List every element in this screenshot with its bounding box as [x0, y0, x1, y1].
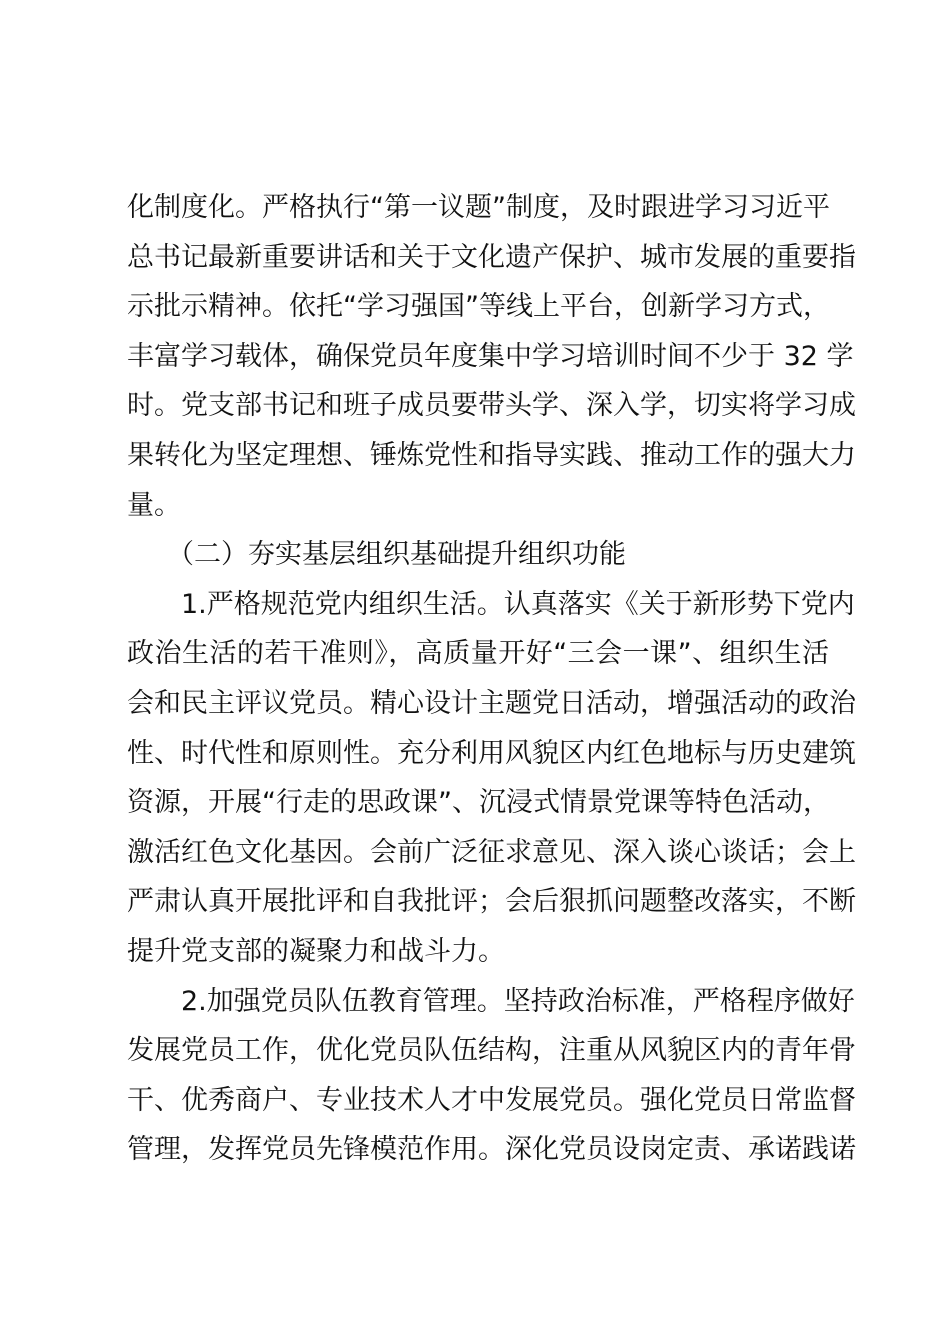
text-line: 果转化为坚定理想、锤炼党性和指导实践、推动工作的强大力: [127, 439, 856, 471]
text-line: 管理，发挥党员先锋模范作用。深化党员设岗定责、承诺践诺: [127, 1134, 856, 1166]
text-line: 示批示精神。依托“学习强国”等线上平台，创新学习方式，: [127, 291, 830, 323]
text-line: 激活红色文化基因。会前广泛征求意见、深入谈心谈话；会上: [127, 836, 856, 868]
paragraph-member-management: [127, 977, 856, 1175]
document-body: [127, 183, 856, 1175]
text-line: 2.加强党员队伍教育管理。坚持政治标准，严格程序做好: [181, 985, 855, 1017]
text-line: 时。党支部书记和班子成员要带头学、深入学，切实将学习成: [127, 390, 856, 422]
text-line: 量。: [127, 489, 181, 521]
heading-text: （二）夯实基层组织基础提升组织功能: [167, 539, 626, 571]
text-line: 化制度化。严格执行“第一议题”制度，及时跟进学习习近平: [127, 192, 830, 223]
section-heading: [127, 530, 829, 580]
text-line: 提升党支部的凝聚力和战斗力。: [127, 935, 505, 967]
text-line: 资源，开展“行走的思政课”、沉浸式情景党课等特色活动，: [127, 787, 830, 819]
text-line: 发展党员工作，优化党员队伍结构，注重从风貌区内的青年骨: [127, 1035, 856, 1067]
text-line: 政治生活的若干准则》，高质量开好“三会一课”、组织生活: [127, 638, 829, 670]
text-line: 严肃认真开展批评和自我批评；会后狠抓问题整改落实，不断: [127, 886, 856, 918]
text-line: 性、时代性和原则性。充分利用风貌区内红色地标与历史建筑: [127, 737, 856, 769]
text-line: 会和民主评议党员。精心设计主题党日活动，增强活动的政治: [127, 687, 856, 719]
paragraph-study-continuation: [127, 183, 856, 530]
paragraph-organizational-life: [127, 580, 856, 977]
text-line: 1.严格规范党内组织生活。认真落实《关于新形势下党内: [181, 588, 855, 620]
text-line: 丰富学习载体，确保党员年度集中学习培训时间不少于 32 学: [127, 340, 854, 372]
text-line: 总书记最新重要讲话和关于文化遗产保护、城市发展的重要指: [127, 241, 856, 273]
text-line: 干、优秀商户、专业技术人才中发展党员。强化党员日常监督: [127, 1084, 856, 1116]
